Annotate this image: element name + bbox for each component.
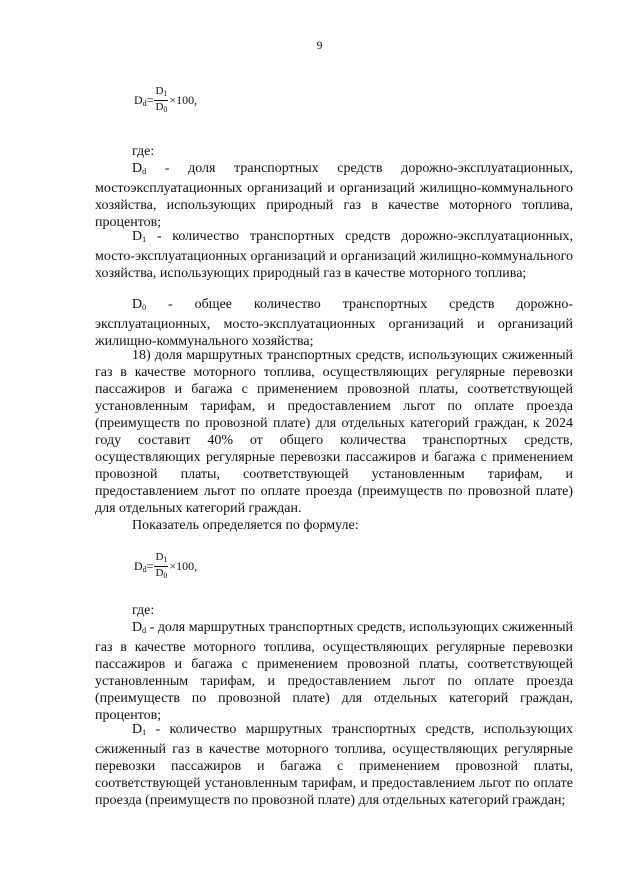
denominator-base: D (155, 101, 164, 113)
formula-lhs (134, 559, 147, 574)
symbol-base: D (132, 620, 143, 635)
symbol-base: D (132, 161, 143, 176)
definition-d1-2 (95, 721, 573, 809)
formula-lhs-base: D (134, 93, 143, 107)
symbol-sub: 0 (142, 303, 147, 312)
formula-fraction (154, 85, 168, 116)
formula-fraction (154, 551, 168, 582)
definition-text: - количество маршрутных транспортных средств, использующих сжиженный газ в качестве моторного топлива, осуществляющих регулярные перевозки пассажиров и багажа с применением провозной платы, соответствующей установленным тарифам, и предоставлением льгот по оплате проезда (преимуществ по провозной плате) для отдельных категорий граждан; (95, 722, 573, 808)
formula-tail: ×100, (169, 559, 198, 573)
item-18-paragraph: 18) доля маршрутных транспортных средств, использующих сжиженный газ в качестве моторного топлива, осуществляющих регулярные перевозки пассажиров и багажа с применением провозной платы, соответствующей установленным тарифам, и предоставлением льгот по оплате проезда (преимуществ по провозной плате) для отдельных категорий граждан, к 2024 году составит 40% от общего количества транспортных средств, осуществляющих регулярные перевозки пассажиров и багажа с применением провозной платы, соответствующей установленным тарифам, и предоставлением льгот по оплате проезда (преимуществ по провозной плате) для отдельных категорий граждан. (95, 348, 573, 516)
where-label-1: где: (132, 144, 155, 159)
definition-text: - доля маршрутных транспортных средств, использующих сжиженный газ в качестве моторного топлива, осуществляющих регулярные перевозки пассажиров и багажа с применением провозной платы, соответствующей установленным тарифам, и предоставлением льгот по оплате проезда (преимуществ по провозной плате) для отдельных категорий граждан, процентов; (95, 620, 573, 723)
numerator-sub: 1 (163, 555, 168, 564)
definition-symbol (132, 722, 146, 737)
symbol-base: D (132, 722, 143, 737)
numerator-base: D (155, 551, 164, 563)
formula-2 (134, 551, 197, 582)
formula-tail: ×100, (169, 93, 198, 107)
symbol-base: D (132, 229, 143, 244)
symbol-sub: d (142, 167, 147, 176)
equals-sign: = (146, 93, 154, 107)
definition-d1-1 (95, 228, 573, 282)
definition-symbol (132, 161, 146, 176)
definition-symbol (132, 229, 146, 244)
symbol-sub: d (142, 626, 147, 635)
definition-text: - количество транспортных средств дорожно-эксплуатационных, мосто-эксплуатационных организаций и организаций жилищно-коммунального хозяйства, использующих природный газ в качестве моторного топлива; (95, 229, 573, 281)
numerator-sub: 1 (163, 89, 168, 98)
denominator-sub: 0 (163, 105, 168, 114)
formula-denominator (155, 567, 167, 582)
formula-denominator (155, 101, 167, 116)
symbol-base: D (132, 297, 143, 312)
denominator-sub: 0 (163, 571, 168, 580)
denominator-base: D (155, 567, 164, 579)
where-label-2: где: (132, 603, 155, 618)
formula-numerator (154, 551, 168, 567)
equals-sign: = (146, 559, 154, 573)
definition-symbol (132, 297, 146, 312)
symbol-sub: 1 (142, 728, 147, 737)
definition-dd-2 (95, 619, 573, 724)
definition-symbol (132, 620, 146, 635)
formula-1 (134, 85, 197, 116)
formula-lhs-sub: d (142, 99, 147, 108)
formula-numerator (154, 85, 168, 101)
definition-d0-1 (95, 296, 573, 350)
formula-lhs (134, 93, 147, 108)
formula-lhs-sub: d (142, 565, 147, 574)
definition-text: - доля транспортных средств дорожно-эксплуатационных, мостоэксплуатационных организаций и организаций жилищно-коммунального хозяйства, использующих природный газ в качестве моторного топлива, процентов; (95, 161, 573, 230)
definition-dd-1 (95, 160, 573, 231)
definition-text: - общее количество транспортных средств дорожно-эксплуатационных, мосто-эксплуатационных организаций и организаций жилищно-коммунального хозяйства; (95, 297, 573, 349)
formula-intro: Показатель определяется по формуле: (132, 518, 359, 533)
symbol-sub: 1 (142, 235, 147, 244)
numerator-base: D (155, 85, 164, 97)
formula-lhs-base: D (134, 559, 143, 573)
page-number: 9 (316, 38, 323, 52)
